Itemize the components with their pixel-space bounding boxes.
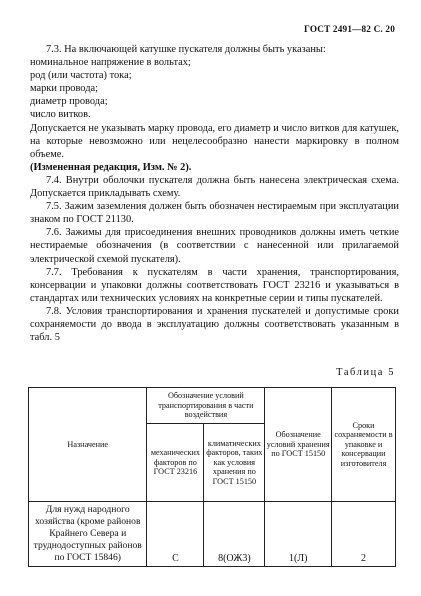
paragraph-7-3-note: Допускается не указывать марку провода, его диаметр и число витков для катушек, на которые невозможно или нецелесообразно нанести маркировку в полном объеме. <box>30 122 399 160</box>
list-item: число витков. <box>30 109 91 121</box>
paragraph-7-4: 7.4. Внутри оболочки пускателя должна быть нанесена электрическая схема. Допускается прикладывать схему. <box>30 174 399 200</box>
header-shelf-life: Сроки сохраняемости в упаковке и консервации изготовителя <box>332 388 396 502</box>
paragraph-7-5: 7.5. Зажим заземления должен быть обозначен нестираемым при эксплуатации знаком по ГОСТ 21130. <box>30 201 399 226</box>
header-transport-group: Обозначение условий транспортирования в части воздействия <box>147 388 265 424</box>
list-item: марки провода; <box>30 83 98 95</box>
header-purpose: Назначение <box>29 388 147 502</box>
cell-climatic: 8(ОЖ3) <box>204 502 265 567</box>
cell-storage: 1(Л) <box>265 502 332 567</box>
cell-purpose: Для нужд народного хозяйства (кроме районов Крайнего Севера и труднодоступных районов по ГОСТ 15846) <box>29 502 147 567</box>
cell-mechanical: С <box>147 502 204 567</box>
paragraph-7-3: 7.3. На включающей катушке пускателя должны быть указаны: <box>46 44 326 55</box>
table-5 <box>28 387 396 567</box>
amendment-note: (Измененная редакция, Изм. № 2). <box>30 161 192 173</box>
header-mechanical: механических факторов по ГОСТ 23216 <box>147 424 204 502</box>
paragraph-7-6: 7.6. Зажимы для присоединения внешних проводников должны иметь четкие нестираемые обозначения (в соответствии с нанесенной или прилагаемой электрической схемой пускателя). <box>30 227 399 265</box>
list-item: род (или частота) тока; <box>30 70 132 82</box>
header-climatic: климатических факторов, таких как условия хранения по ГОСТ 15150 <box>204 424 265 502</box>
paragraph-7-7: 7.7. Требования к пускателям в части хранения, транспортирования, консервации и упаковки должны соответствовать ГОСТ 23216 и указываться в стандартах или технических условиях на конкретные серии и типы пускателей. <box>30 266 399 304</box>
document-body <box>30 43 399 344</box>
list-item: номинальное напряжение в вольтах; <box>30 57 191 69</box>
header-storage: Обозначение условий хранения по ГОСТ 15150 <box>265 388 332 502</box>
cell-shelf-life: 2 <box>332 502 396 567</box>
page-header: ГОСТ 2491—82 С. 20 <box>304 24 395 34</box>
table-caption: Таблица 5 <box>336 367 395 378</box>
table-row <box>29 502 396 567</box>
list-item: диаметр провода; <box>30 96 108 108</box>
paragraph-7-8: 7.8. Условия транспортирования и хранения пускателей и допустимые сроки сохраняемости до ввода в эксплуатацию должны соответствовать указанным в табл. 5 <box>30 305 399 344</box>
